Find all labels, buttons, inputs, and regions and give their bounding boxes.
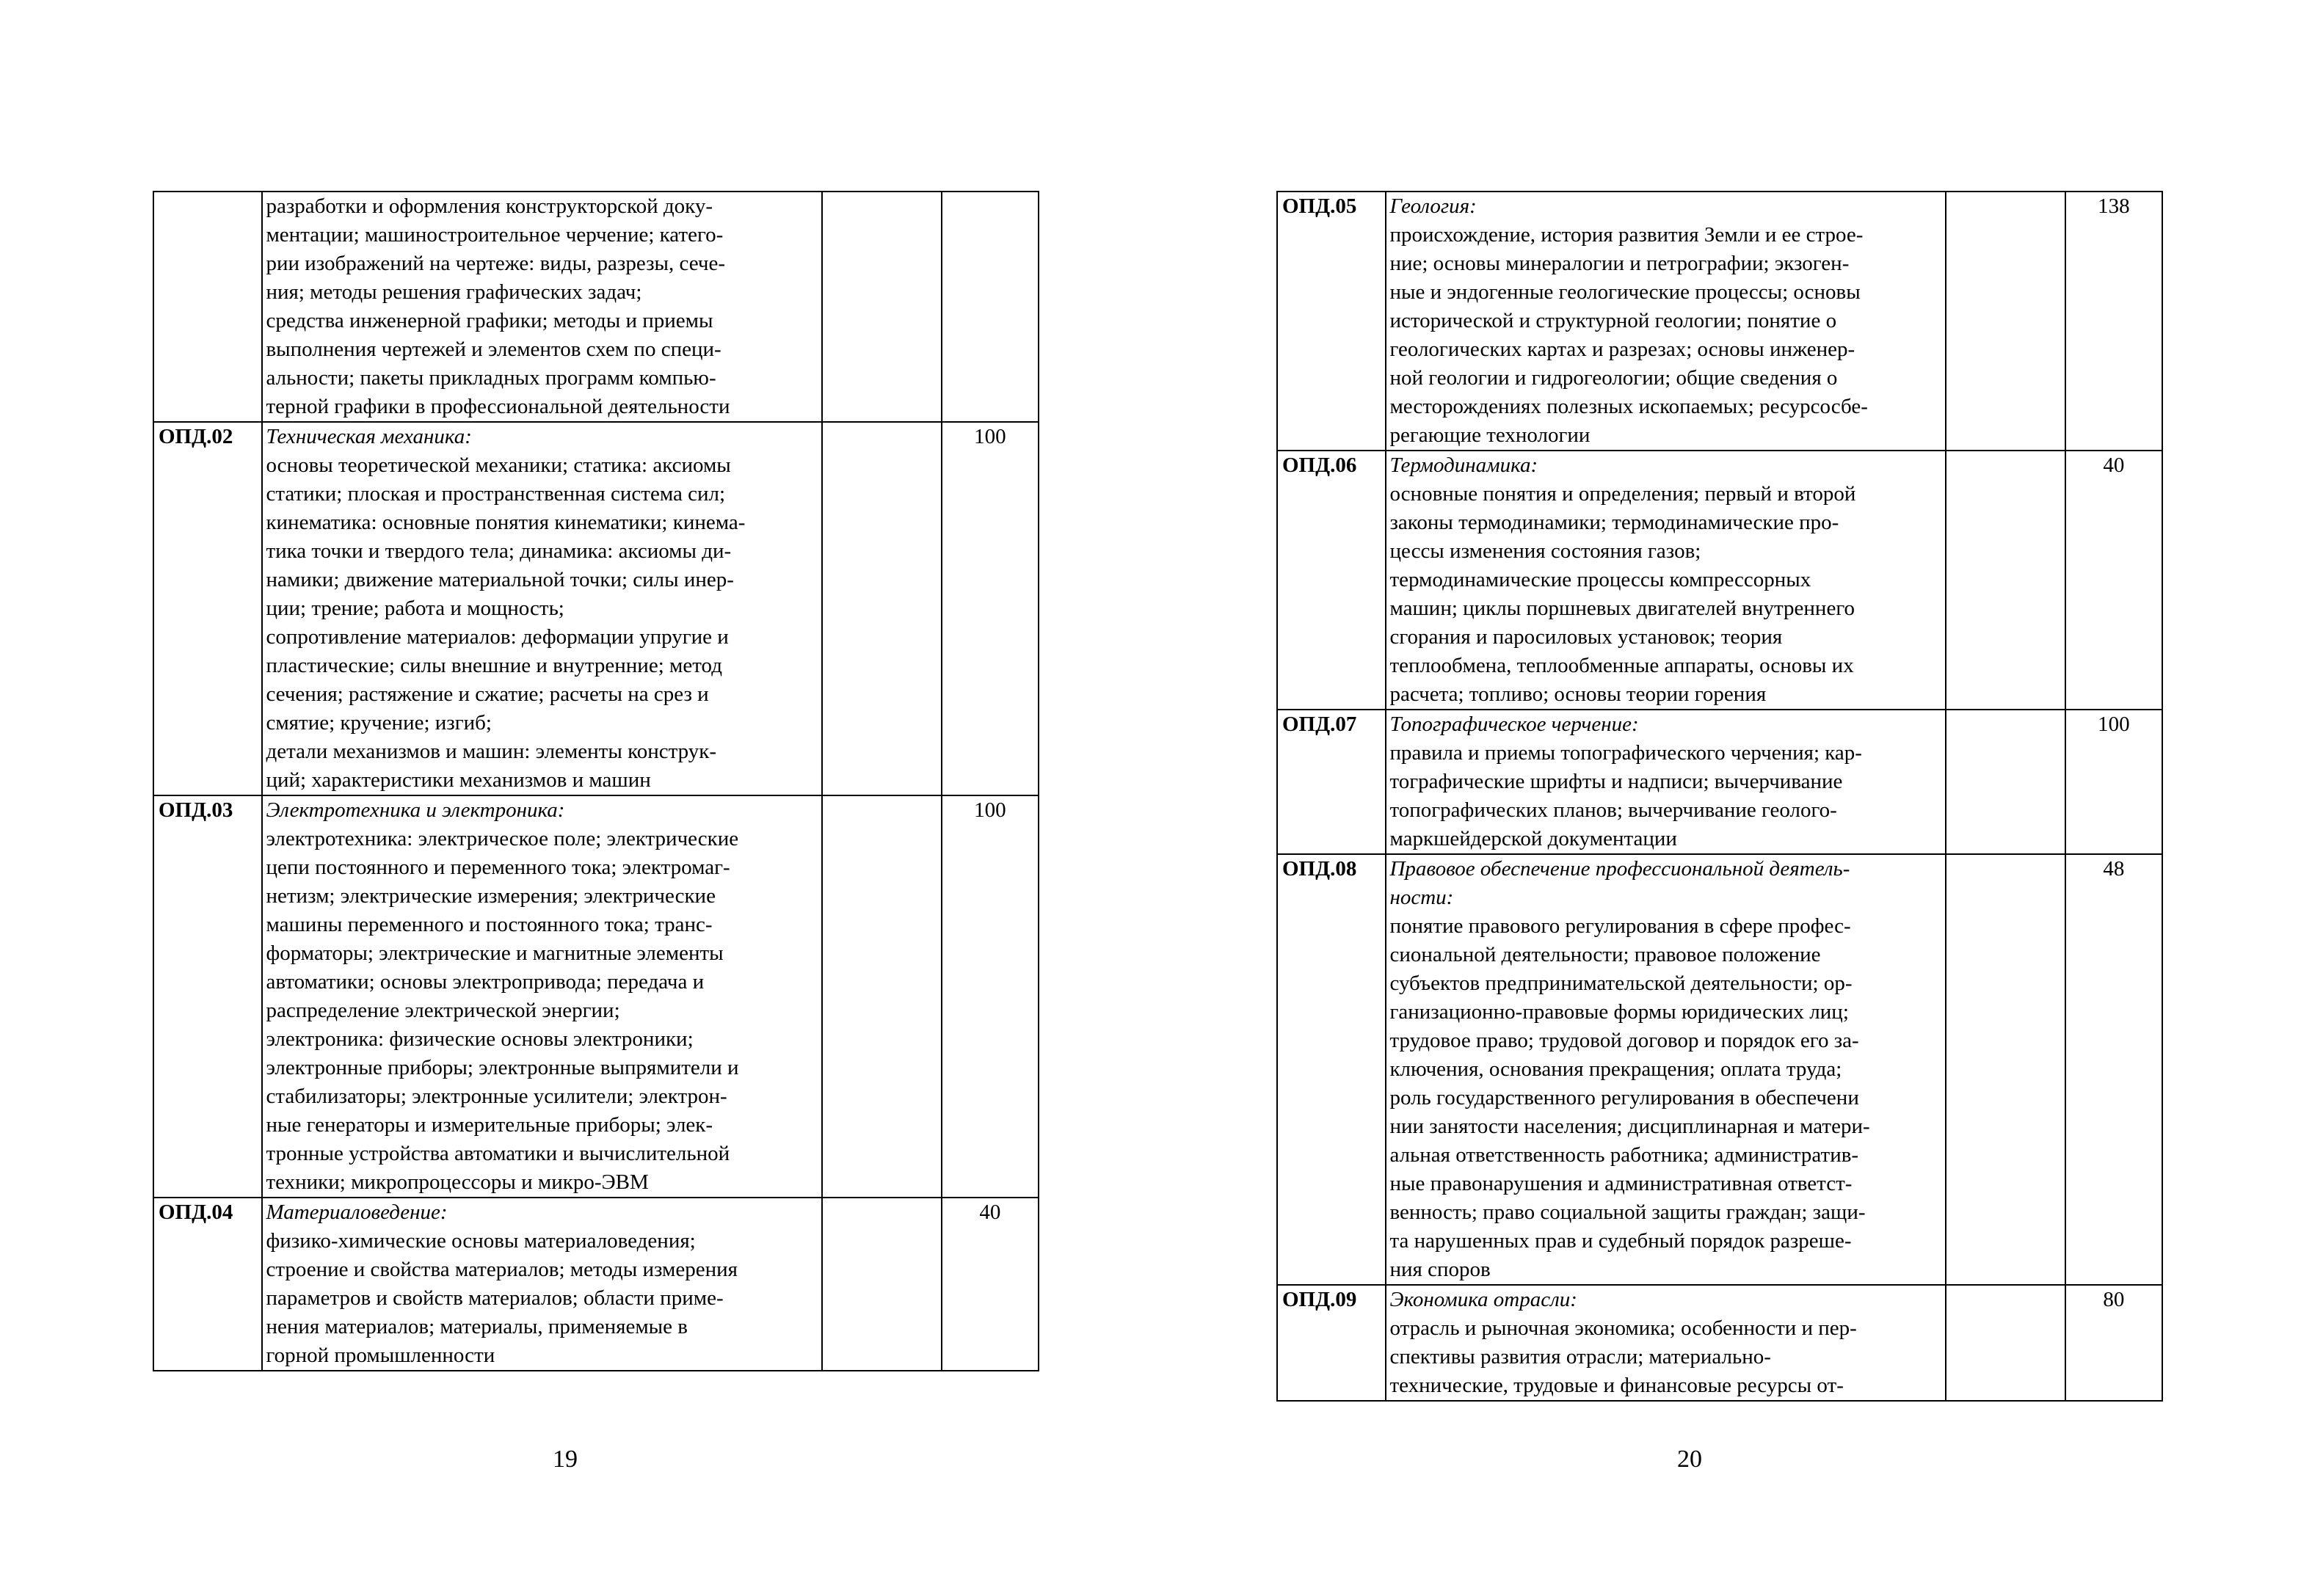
empty-cell: [1946, 451, 2065, 710]
discipline-description: [262, 192, 822, 422]
description-line: цепи постоянного и переменного тока; электромаг-: [266, 856, 730, 879]
description-line: тронные устройства автоматики и вычислительной: [266, 1142, 730, 1165]
table-row: [153, 1198, 1039, 1371]
table-row: [153, 795, 1039, 1198]
description-line: спективы развития отрасли; материально-: [1389, 1345, 1771, 1369]
discipline-title: [1389, 855, 1942, 912]
description-line: происхождение, история развития Земли и ее строе-: [1389, 223, 1864, 247]
description-line: сопротивление материалов: деформации упругие и: [266, 625, 729, 649]
description-line: ганизационно-правовые формы юридических лиц;: [1389, 1000, 1849, 1024]
empty-cell: [1946, 192, 2065, 451]
description-line: ной геологии и гидрогеологии; общие сведения о: [1389, 366, 1838, 390]
discipline-title: Техническая механика:: [266, 425, 472, 448]
description-line: законы термодинамики; термодинамические про-: [1389, 511, 1839, 534]
description-line: геологических картах и разрезах; основы инженер-: [1389, 338, 1855, 361]
description-line: средства инженерной графики; методы и приемы: [266, 309, 713, 332]
discipline-code: ОПД.05: [1277, 192, 1386, 451]
table-row: [1277, 854, 2162, 1285]
description-line: электронные приборы; электронные выпрямители и: [266, 1056, 739, 1079]
description-line: кинематика: основные понятия кинематики; кинема-: [266, 511, 746, 534]
discipline-description: [1386, 451, 1946, 710]
discipline-code: ОПД.02: [153, 422, 262, 795]
description-line: ные и эндогенные геологические процессы; основы: [1389, 280, 1861, 304]
description-line: правила и приемы топографического черчения; кар-: [1389, 741, 1862, 765]
discipline-description: [262, 795, 822, 1198]
description-line: ключения, основания прекращения; оплата труда;: [1389, 1057, 1842, 1081]
description-line: рии изображений на чертеже: виды, разрезы, сече-: [266, 252, 726, 275]
discipline-title: Электротехника и электроника:: [266, 798, 565, 822]
description-line: ций; характеристики механизмов и машин: [266, 768, 651, 792]
description-line: терной графики в профессиональной деятельности: [266, 395, 730, 418]
discipline-title: Экономика отрасли:: [1389, 1288, 1577, 1311]
description-line: ния споров: [1389, 1258, 1491, 1281]
description-line: технические, трудовые и финансовые ресурсы от-: [1389, 1374, 1844, 1397]
description-line: статики; плоская и пространственная система сил;: [266, 482, 726, 506]
description-line: стабилизаторы; электронные усилители; электрон-: [266, 1085, 727, 1108]
table-row: [1277, 1285, 2162, 1401]
description-line: месторождениях полезных ископаемых; ресурсосбе-: [1389, 395, 1868, 418]
description-line: смятие; кручение; изгиб;: [266, 711, 492, 735]
discipline-description: [1386, 192, 1946, 451]
description-line: детали механизмов и машин: элементы конструк-: [266, 740, 716, 763]
description-line: тографические шрифты и надписи; вычерчивание: [1389, 770, 1843, 793]
description-line: ментации; машиностроительное черчение; катего-: [266, 223, 724, 247]
empty-cell: [822, 1198, 942, 1371]
description-line: маркшейдерской документации: [1389, 827, 1677, 850]
description-line: теплообмена, теплообменные аппараты, основы их: [1389, 654, 1854, 677]
description-line: расчета; топливо; основы теории горения: [1389, 682, 1767, 706]
description-line: субъектов предпринимательской деятельности; ор-: [1389, 972, 1853, 995]
discipline-code: [153, 192, 262, 422]
description-line: разработки и оформления конструкторской доку-: [266, 194, 713, 218]
empty-cell: [822, 422, 942, 795]
empty-cell: [822, 192, 942, 422]
description-line: венность; право социальной защиты граждан; защи-: [1389, 1200, 1866, 1224]
description-line: намики; движение материальной точки; силы инер-: [266, 568, 734, 591]
description-line: понятие правового регулирования в сфере профес-: [1389, 914, 1851, 938]
right-page-table: [1276, 191, 2163, 1402]
description-line: трудовое право; трудовой договор и порядок его за-: [1389, 1029, 1859, 1052]
description-line: регающие технологии: [1389, 423, 1591, 447]
hours-value: 40: [942, 1198, 1039, 1371]
hours-value: 100: [2065, 710, 2162, 854]
discipline-code: ОПД.04: [153, 1198, 262, 1371]
hours-value: 100: [942, 795, 1039, 1198]
description-line: ния; методы решения графических задач;: [266, 280, 642, 304]
table-row: [153, 192, 1039, 422]
left-page-table: [153, 191, 1039, 1371]
empty-cell: [822, 795, 942, 1198]
description-line: ные генераторы и измерительные приборы; элек-: [266, 1113, 713, 1137]
description-line: нетизм; электрические измерения; электрические: [266, 884, 716, 908]
hours-value: 80: [2065, 1285, 2162, 1401]
description-line: физико-химические основы материаловедения;: [266, 1229, 696, 1253]
discipline-code: ОПД.09: [1277, 1285, 1386, 1401]
description-line: электротехника: электрическое поле; электрические: [266, 827, 739, 850]
table-row: [153, 422, 1039, 795]
description-line: отрасль и рыночная экономика; особенности и пер-: [1389, 1316, 1857, 1340]
discipline-title-line: Правовое обеспечение профессиональной деятель-: [1389, 857, 1850, 881]
description-line: тика точки и твердого тела; динамика: аксиомы ди-: [266, 539, 732, 563]
hours-value: 138: [2065, 192, 2162, 451]
empty-cell: [1946, 710, 2065, 854]
description-line: альная ответственность работника; административ-: [1389, 1143, 1859, 1167]
page-number-right: 20: [1677, 1446, 1702, 1473]
description-line: горной промышленности: [266, 1344, 495, 1367]
description-line: сечения; растяжение и сжатие; расчеты на срез и: [266, 682, 709, 706]
table-row: [1277, 451, 2162, 710]
discipline-description: [1386, 1285, 1946, 1401]
description-line: ние; основы минералогии и петрографии; экзоген-: [1389, 252, 1850, 275]
description-line: пластические; силы внешние и внутренние; метод: [266, 654, 722, 677]
description-line: альности; пакеты прикладных программ компью-: [266, 366, 716, 390]
description-line: электроника: физические основы электроники;: [266, 1027, 694, 1051]
discipline-title: Материаловедение:: [266, 1200, 448, 1224]
description-line: форматоры; электрические и магнитные элементы: [266, 941, 724, 965]
description-line: термодинамические процессы компрессорных: [1389, 568, 1811, 591]
description-line: машин; циклы поршневых двигателей внутреннего: [1389, 597, 1855, 620]
discipline-code: ОПД.07: [1277, 710, 1386, 854]
description-line: исторической и структурной геологии; понятие о: [1389, 309, 1837, 332]
discipline-description: [1386, 854, 1946, 1285]
discipline-code: ОПД.06: [1277, 451, 1386, 710]
description-line: цессы изменения состояния газов;: [1389, 539, 1701, 563]
page-number-left: 19: [553, 1446, 578, 1473]
description-line: основы теоретической механики; статика: аксиомы: [266, 453, 731, 477]
description-line: параметров и свойств материалов; области приме-: [266, 1286, 724, 1310]
description-line: выполнения чертежей и элементов схем по специ-: [266, 338, 721, 361]
discipline-description: [262, 1198, 822, 1371]
description-line: сиональной деятельности; правовое положение: [1389, 943, 1821, 966]
description-line: основные понятия и определения; первый и второй: [1389, 482, 1856, 506]
description-line: техники; микропроцессоры и микро-ЭВМ: [266, 1170, 649, 1194]
description-line: сгорания и паросиловых установок; теория: [1389, 625, 1783, 649]
hours-value: 48: [2065, 854, 2162, 1285]
discipline-title-line: ности:: [1389, 886, 1454, 909]
description-line: ции; трение; работа и мощность;: [266, 597, 564, 620]
discipline-code: ОПД.03: [153, 795, 262, 1198]
hours-value: 100: [942, 422, 1039, 795]
description-line: ные правонарушения и административная ответст-: [1389, 1172, 1853, 1195]
empty-cell: [1946, 854, 2065, 1285]
empty-cell: [1946, 1285, 2065, 1401]
discipline-title: Термодинамика:: [1389, 453, 1538, 477]
table-row: [1277, 710, 2162, 854]
description-line: нения материалов; материалы, применяемые в: [266, 1315, 688, 1338]
table-row: [1277, 192, 2162, 451]
discipline-title: Топографическое черчение:: [1389, 713, 1639, 736]
discipline-title: Геология:: [1389, 194, 1477, 218]
description-line: роль государственного регулирования в обеспечени: [1389, 1086, 1859, 1109]
discipline-description: [262, 422, 822, 795]
discipline-description: [1386, 710, 1946, 854]
description-line: топографических планов; вычерчивание геолого-: [1389, 798, 1837, 822]
hours-value: 40: [2065, 451, 2162, 710]
discipline-code: ОПД.08: [1277, 854, 1386, 1285]
description-line: строение и свойства материалов; методы измерения: [266, 1258, 738, 1281]
description-line: та нарушенных прав и судебный порядок разреше-: [1389, 1229, 1852, 1253]
hours-value: [942, 192, 1039, 422]
description-line: распределение электрической энергии;: [266, 999, 620, 1022]
description-line: машины переменного и постоянного тока; транс-: [266, 913, 713, 936]
description-line: нии занятости населения; дисциплинарная и матери-: [1389, 1115, 1870, 1138]
description-line: автоматики; основы электропривода; передача и: [266, 970, 705, 994]
